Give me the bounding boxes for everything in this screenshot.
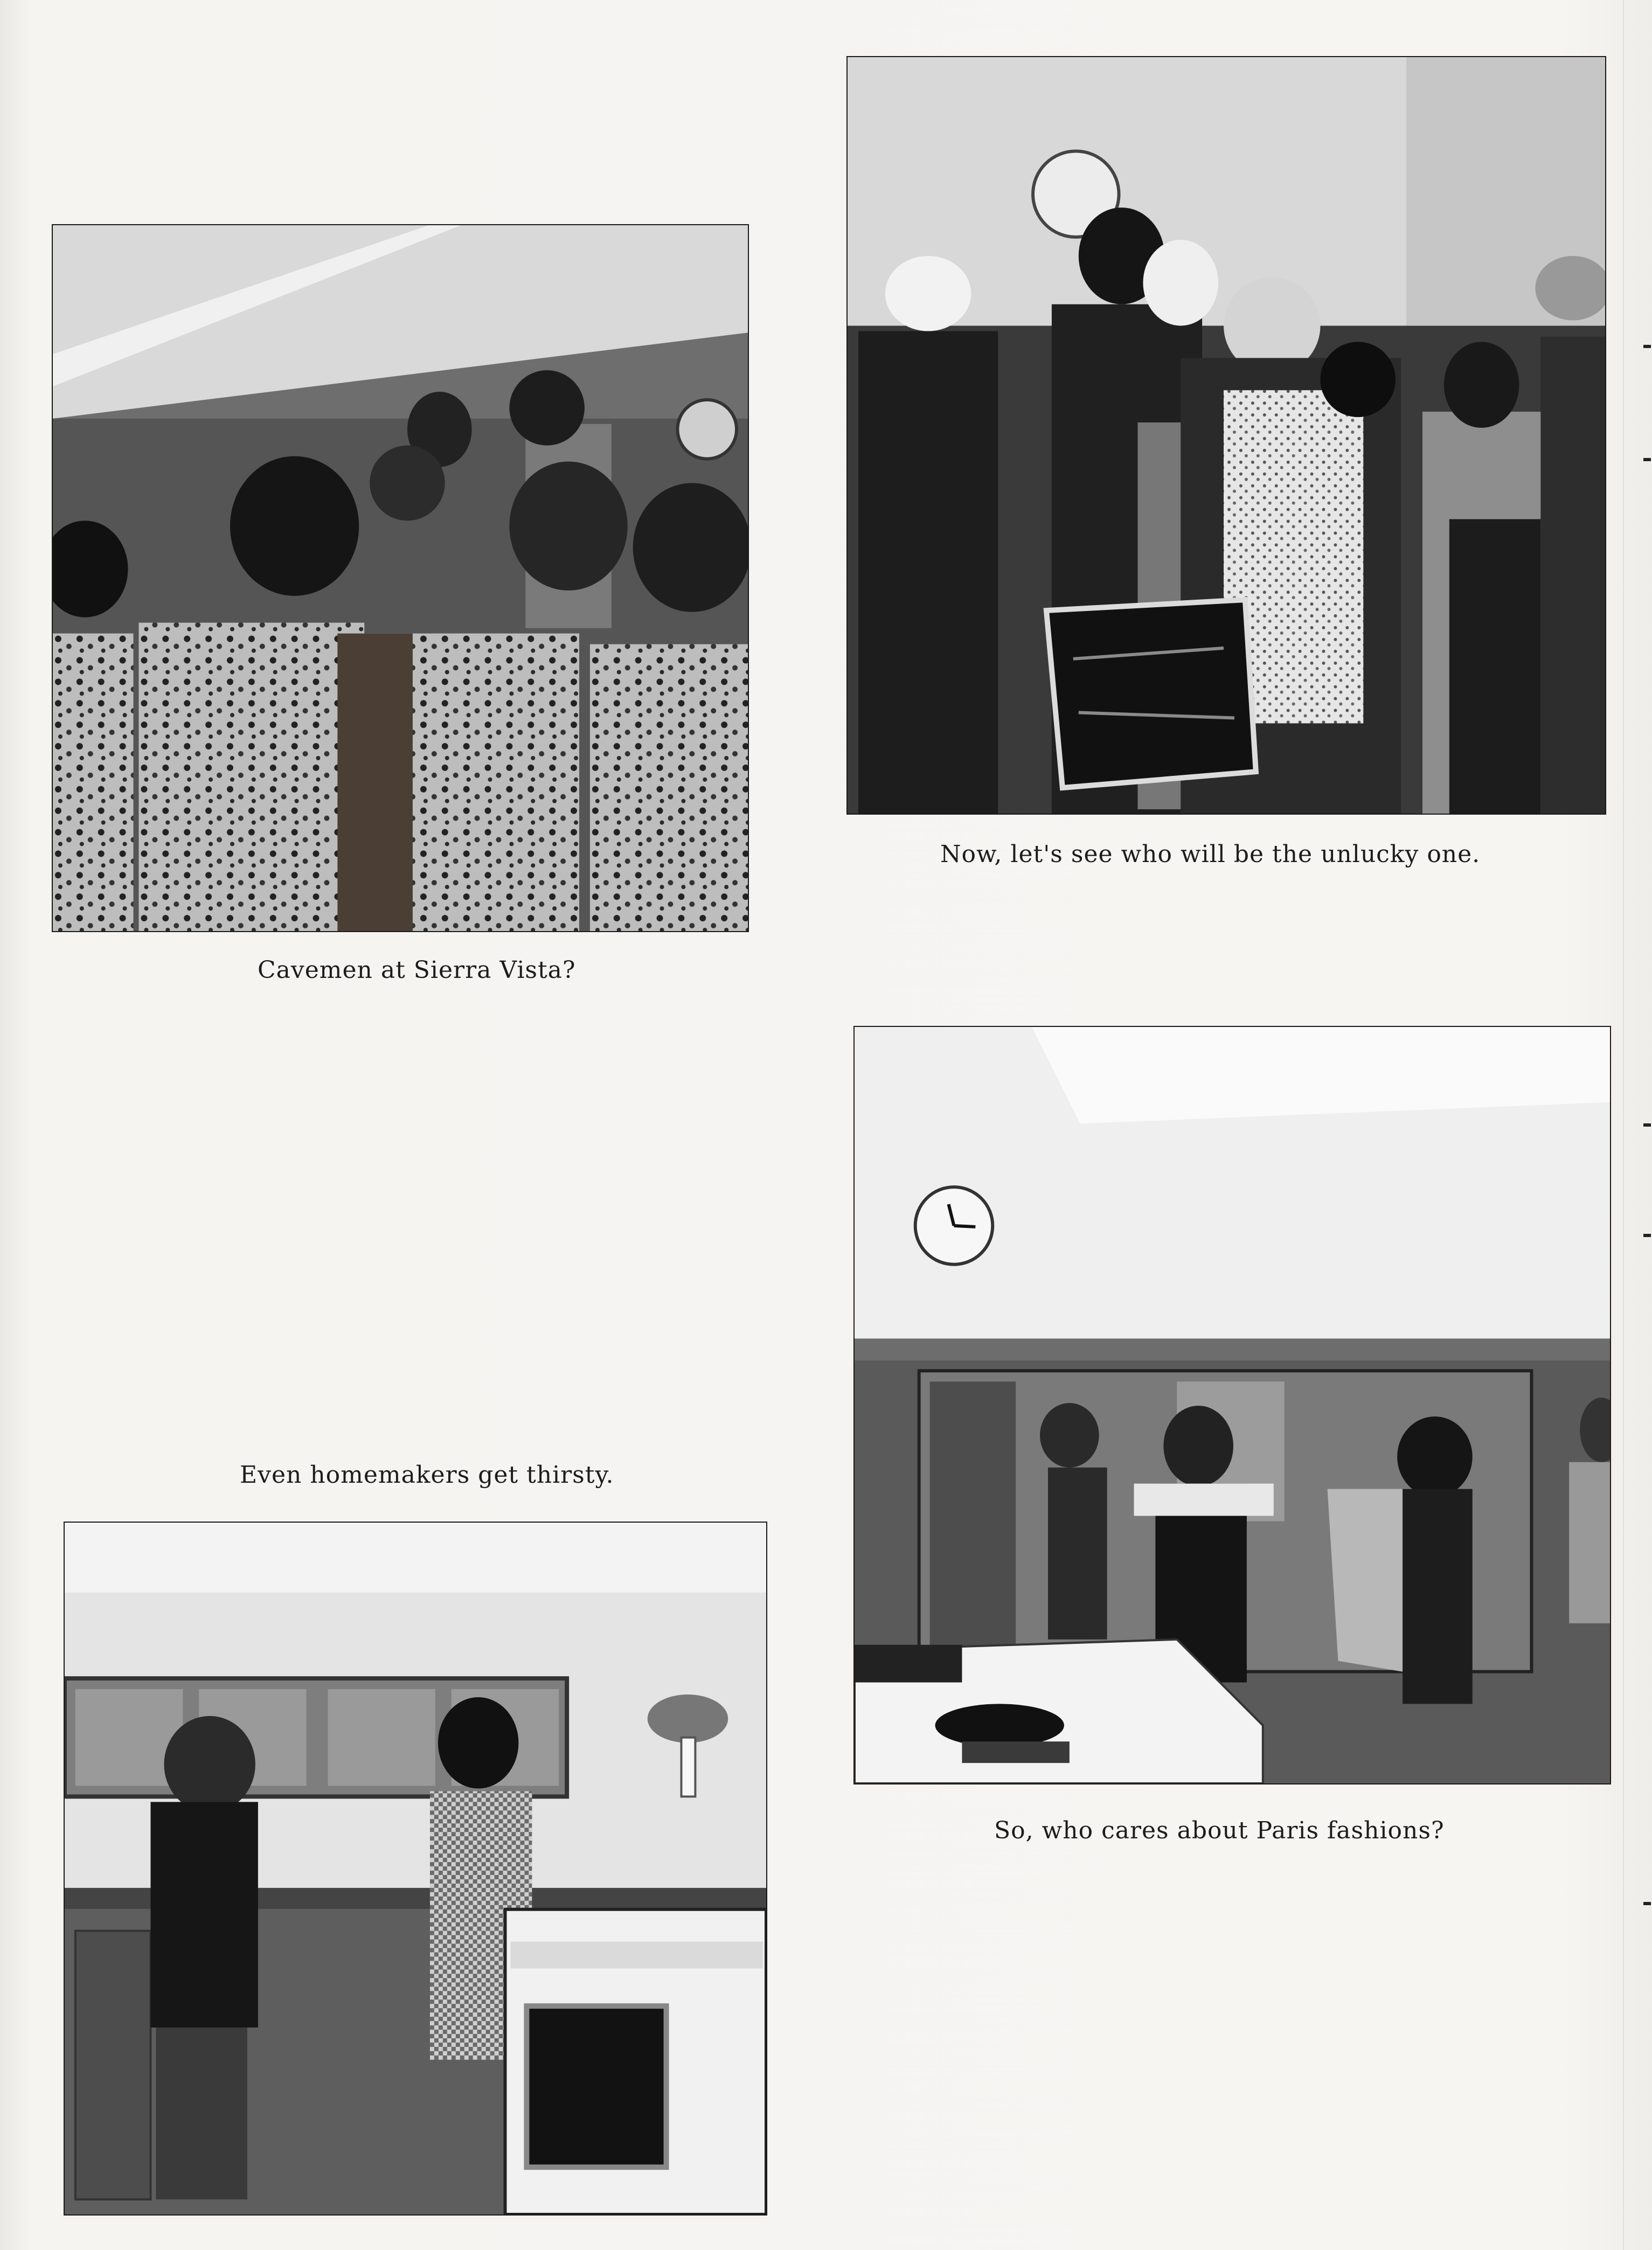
edge-mark [1643,458,1651,461]
caption-homemakers: Even homemakers get thirsty. [240,1461,614,1489]
edge-mark [1643,1902,1651,1905]
caption-cavemen: Cavemen at Sierra Vista? [258,956,576,984]
edge-mark [1643,345,1651,348]
edge-mark [1643,1123,1651,1127]
photo-unlucky-one [846,56,1606,815]
photo-kitchen [64,1522,767,2216]
photo-cavemen [52,224,749,932]
photo-paris-fashions [853,1026,1611,1784]
page-edge-shadow [1623,0,1624,2250]
edge-mark [1643,1234,1651,1237]
caption-paris-fashions: So, who cares about Paris fashions? [994,1817,1445,1844]
caption-unlucky-one: Now, let's see who will be the unlucky one. [940,841,1481,868]
